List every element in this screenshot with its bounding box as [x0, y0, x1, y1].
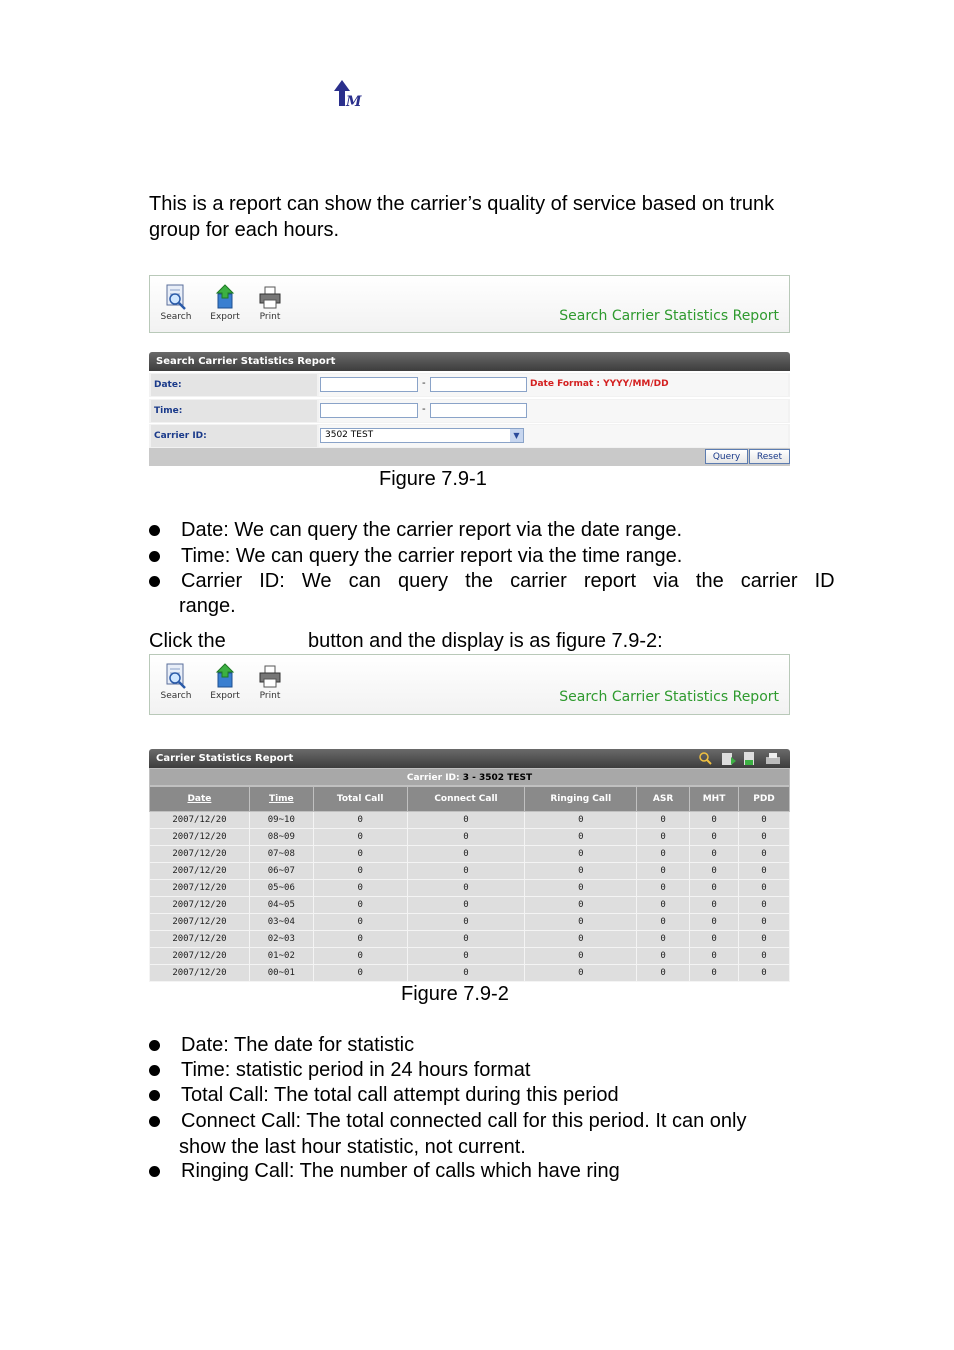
table-cell: 0: [637, 829, 690, 846]
table-cell: 0: [525, 914, 637, 931]
table-row: [150, 863, 790, 880]
table-cell: 0: [525, 812, 637, 829]
table-cell: 0: [525, 863, 637, 880]
column-header-date[interactable]: Date: [150, 787, 250, 812]
report-header: Carrier Statistics Report: [149, 749, 790, 768]
column-header-time[interactable]: Time: [249, 787, 313, 812]
table-header-row: [150, 787, 790, 812]
table-cell: 0: [739, 812, 790, 829]
column-header-mht: MHT: [690, 787, 739, 812]
table-cell: 0: [739, 931, 790, 948]
table-cell: 2007/12/20: [150, 846, 250, 863]
table-row: [150, 812, 790, 829]
toolbar-title: Search Carrier Statistics Report: [559, 689, 779, 705]
table-cell: 0: [313, 948, 407, 965]
table-cell: 0: [407, 812, 525, 829]
table-cell: 02~03: [249, 931, 313, 948]
time-row: [149, 399, 790, 424]
search-form-panel: [149, 352, 790, 467]
table-cell: 05~06: [249, 880, 313, 897]
column-header-total-call: Total Call: [313, 787, 407, 812]
bullet-icon: [149, 1116, 160, 1127]
table-cell: 0: [313, 914, 407, 931]
carrier-id-label: Carrier ID:: [151, 425, 317, 447]
table-cell: 0: [690, 897, 739, 914]
click-text-after: button and the display is as figure 7.9-2:: [308, 630, 663, 652]
table-cell: 2007/12/20: [150, 863, 250, 880]
table-cell: 0: [313, 812, 407, 829]
table-cell: 0: [690, 965, 739, 982]
table-cell: 0: [739, 880, 790, 897]
report-panel: [149, 749, 790, 982]
svg-text:M: M: [346, 94, 362, 108]
time-label: Time:: [151, 400, 317, 422]
table-cell: 2007/12/20: [150, 880, 250, 897]
time-to-input[interactable]: [430, 403, 527, 418]
document-icon[interactable]: [744, 752, 754, 765]
table-row: [150, 965, 790, 982]
table-cell: 0: [637, 897, 690, 914]
table-cell: 2007/12/20: [150, 948, 250, 965]
bullet-icon: [149, 1065, 160, 1076]
export-icon: [213, 663, 237, 689]
table-cell: 0: [525, 897, 637, 914]
table-cell: 0: [407, 965, 525, 982]
table-row: [150, 846, 790, 863]
print-button[interactable]: Print: [250, 663, 290, 701]
table-cell: 0: [739, 829, 790, 846]
table-cell: 0: [525, 965, 637, 982]
carrier-statistics-table: [149, 786, 790, 982]
export-button[interactable]: Export: [205, 284, 245, 322]
table-cell: 0: [525, 829, 637, 846]
panel-header: Search Carrier Statistics Report: [149, 352, 790, 371]
table-row: [150, 931, 790, 948]
table-row: [150, 948, 790, 965]
table-cell: 0: [739, 965, 790, 982]
bullet-icon: [149, 1166, 160, 1177]
figure-caption-2: Figure 7.9-2: [401, 983, 509, 1005]
column-header-ringing-call: Ringing Call: [525, 787, 637, 812]
table-cell: 2007/12/20: [150, 914, 250, 931]
table-row: [150, 880, 790, 897]
table-cell: 0: [690, 829, 739, 846]
table-cell: 0: [313, 846, 407, 863]
table-cell: 0: [525, 931, 637, 948]
form-button-bar: [149, 448, 790, 466]
table-cell: 0: [739, 897, 790, 914]
toolbar-2: [149, 654, 790, 715]
export-icon[interactable]: [722, 753, 736, 765]
range-dash: -: [422, 403, 426, 415]
table-cell: 01~02: [249, 948, 313, 965]
toolbar-title: Search Carrier Statistics Report: [559, 308, 779, 324]
table-cell: 0: [407, 914, 525, 931]
table-cell: 0: [739, 863, 790, 880]
printer-icon[interactable]: [766, 753, 780, 764]
bullet-icon: [149, 525, 160, 536]
table-cell: 07~08: [249, 846, 313, 863]
table-cell: 09~10: [249, 812, 313, 829]
table-cell: 2007/12/20: [150, 965, 250, 982]
bullet-icon: [149, 576, 160, 587]
printer-icon: [258, 284, 282, 310]
search-icon: [164, 663, 188, 689]
table-cell: 0: [313, 897, 407, 914]
table-cell: 0: [313, 863, 407, 880]
table-cell: 0: [407, 948, 525, 965]
table-cell: 0: [407, 880, 525, 897]
figure-caption-1: Figure 7.9-1: [379, 468, 487, 490]
table-row: [150, 897, 790, 914]
export-button[interactable]: Export: [205, 663, 245, 701]
bullet-continuation: show the last hour statistic, not current.: [179, 1136, 526, 1158]
table-cell: 0: [739, 948, 790, 965]
table-cell: 0: [313, 880, 407, 897]
table-cell: 2007/12/20: [150, 897, 250, 914]
table-cell: 0: [407, 863, 525, 880]
table-cell: 0: [525, 948, 637, 965]
printer-icon: [258, 663, 282, 689]
table-cell: 08~09: [249, 829, 313, 846]
search-button[interactable]: Search: [156, 284, 196, 322]
table-cell: 0: [690, 812, 739, 829]
search-icon: [164, 284, 188, 310]
chevron-down-icon[interactable]: ▼: [510, 429, 523, 442]
date-format-hint: Date Format : YYYY/MM/DD: [530, 379, 669, 389]
column-header-pdd: PDD: [739, 787, 790, 812]
table-cell: 0: [313, 965, 407, 982]
export-icon: [213, 284, 237, 310]
table-cell: 0: [739, 846, 790, 863]
table-cell: 0: [739, 914, 790, 931]
table-cell: 0: [637, 863, 690, 880]
date-row: [149, 373, 790, 398]
table-cell: 2007/12/20: [150, 812, 250, 829]
table-cell: 0: [690, 846, 739, 863]
table-cell: 04~05: [249, 897, 313, 914]
table-cell: 0: [637, 846, 690, 863]
table-cell: 0: [637, 965, 690, 982]
search-icon[interactable]: [700, 753, 711, 764]
carrier-row: [149, 424, 790, 449]
date-to-input[interactable]: [430, 377, 527, 392]
carrier-id-select[interactable]: 3502 TEST ▼: [320, 428, 524, 443]
table-cell: 03~04: [249, 914, 313, 931]
table-cell: 0: [637, 948, 690, 965]
table-cell: 0: [407, 829, 525, 846]
table-cell: 2007/12/20: [150, 829, 250, 846]
carrier-id-banner: Carrier ID: 3 - 3502 TEST: [149, 768, 790, 786]
table-cell: 0: [313, 829, 407, 846]
table-cell: 0: [637, 931, 690, 948]
table-cell: 0: [525, 880, 637, 897]
search-button[interactable]: Search: [156, 663, 196, 701]
column-header-asr: ASR: [637, 787, 690, 812]
query-button[interactable]: Query: [705, 449, 748, 464]
table-cell: 0: [407, 846, 525, 863]
table-cell: 00~01: [249, 965, 313, 982]
table-row: [150, 914, 790, 931]
table-cell: 06~07: [249, 863, 313, 880]
table-cell: 0: [637, 812, 690, 829]
column-header-connect-call: Connect Call: [407, 787, 525, 812]
table-row: [150, 829, 790, 846]
bullet-icon: [149, 1040, 160, 1051]
print-button[interactable]: Print: [250, 284, 290, 322]
intro-paragraph: This is a report can show the carrier’s quality of service based on trunk group for each hours.: [149, 193, 775, 241]
click-text-before: Click the: [149, 630, 226, 652]
company-logo: [332, 78, 368, 108]
table-cell: 2007/12/20: [150, 931, 250, 948]
table-cell: 0: [637, 914, 690, 931]
table-cell: 0: [313, 931, 407, 948]
table-cell: 0: [407, 897, 525, 914]
date-from-input[interactable]: [320, 377, 418, 392]
range-dash: -: [422, 377, 426, 389]
bullet-icon: [149, 551, 160, 562]
date-label: Date:: [151, 374, 317, 396]
bullet-continuation: range.: [179, 595, 236, 617]
table-cell: 0: [690, 880, 739, 897]
table-cell: 0: [407, 931, 525, 948]
table-cell: 0: [637, 880, 690, 897]
table-cell: 0: [690, 863, 739, 880]
table-cell: 0: [690, 931, 739, 948]
table-cell: 0: [690, 948, 739, 965]
table-cell: 0: [690, 914, 739, 931]
bullet-icon: [149, 1090, 160, 1101]
reset-button[interactable]: Reset: [749, 449, 790, 464]
time-from-input[interactable]: [320, 403, 418, 418]
toolbar-1: [149, 275, 790, 333]
table-cell: 0: [525, 846, 637, 863]
